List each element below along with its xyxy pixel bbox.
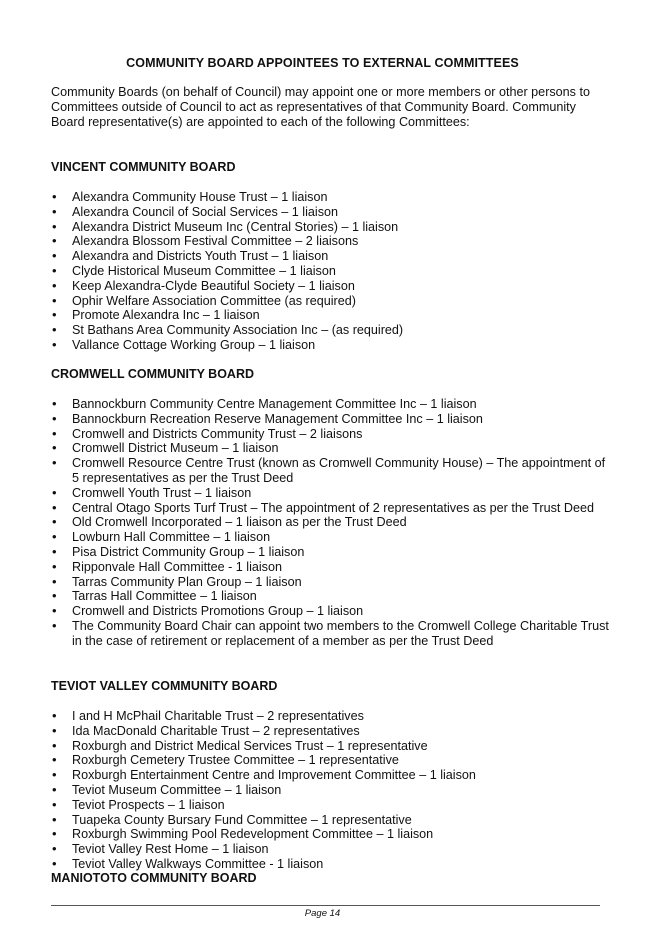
list-item: • Roxburgh and District Medical Services Trust – 1 representative xyxy=(51,739,611,754)
list-item: • Alexandra Council of Social Services – 1 liaison xyxy=(51,205,611,220)
list-item: • Bannockburn Recreation Reserve Management Committee Inc – 1 liaison xyxy=(51,412,611,427)
list-item: • Cromwell and Districts Community Trust – 2 liaisons xyxy=(51,427,611,442)
list-item: • Teviot Valley Walkways Committee - 1 liaison xyxy=(51,857,611,872)
cromwell-list xyxy=(51,397,611,649)
vincent-heading: VINCENT COMMUNITY BOARD xyxy=(51,160,236,174)
intro-paragraph: Community Boards (on behalf of Council) may appoint one or more members or other persons to Committees outside of Council to act as representatives of that Community Board. Community Board representative(s) are appointed to each of the following Committees: xyxy=(51,85,590,129)
list-item: • Roxburgh Swimming Pool Redevelopment Committee – 1 liaison xyxy=(51,827,611,842)
list-item: • St Bathans Area Community Association Inc – (as required) xyxy=(51,323,611,338)
list-item: • Alexandra District Museum Inc (Central Stories) – 1 liaison xyxy=(51,220,611,235)
list-item: • The Community Board Chair can appoint two members to the Cromwell College Charitable Trust in the case of retirement or replacement of a member as per the Trust Deed xyxy=(51,619,611,649)
list-item: • Teviot Valley Rest Home – 1 liaison xyxy=(51,842,611,857)
teviot-list xyxy=(51,709,611,872)
list-item: • Bannockburn Community Centre Management Committee Inc – 1 liaison xyxy=(51,397,611,412)
list-item: • Old Cromwell Incorporated – 1 liaison as per the Trust Deed xyxy=(51,515,611,530)
list-item: • Tuapeka County Bursary Fund Committee – 1 representative xyxy=(51,813,611,828)
list-item: • Teviot Museum Committee – 1 liaison xyxy=(51,783,611,798)
list-item: • Tarras Community Plan Group – 1 liaison xyxy=(51,575,611,590)
list-item: • Pisa District Community Group – 1 liaison xyxy=(51,545,611,560)
list-item: • Alexandra Community House Trust – 1 liaison xyxy=(51,190,611,205)
list-item: • Alexandra Blossom Festival Committee – 2 liaisons xyxy=(51,234,611,249)
list-item: • Ophir Welfare Association Committee (as required) xyxy=(51,294,611,309)
teviot-heading: TEVIOT VALLEY COMMUNITY BOARD xyxy=(51,679,278,693)
list-item: • Ripponvale Hall Committee - 1 liaison xyxy=(51,560,611,575)
list-item: • Cromwell District Museum – 1 liaison xyxy=(51,441,611,456)
list-item: • Roxburgh Entertainment Centre and Improvement Committee – 1 liaison xyxy=(51,768,611,783)
vincent-list xyxy=(51,190,611,353)
list-item: • Vallance Cottage Working Group – 1 liaison xyxy=(51,338,611,353)
list-item: • Cromwell and Districts Promotions Group – 1 liaison xyxy=(51,604,611,619)
list-item: • Teviot Prospects – 1 liaison xyxy=(51,798,611,813)
list-item: • Keep Alexandra-Clyde Beautiful Society – 1 liaison xyxy=(51,279,611,294)
list-item: • Clyde Historical Museum Committee – 1 liaison xyxy=(51,264,611,279)
maniototo-heading: MANIOTOTO COMMUNITY BOARD xyxy=(51,871,257,885)
list-item: • Promote Alexandra Inc – 1 liaison xyxy=(51,308,611,323)
list-item: • Lowburn Hall Committee – 1 liaison xyxy=(51,530,611,545)
footer-divider xyxy=(51,905,600,906)
document-title: COMMUNITY BOARD APPOINTEES TO EXTERNAL COMMITTEES xyxy=(126,56,519,70)
list-item: • Alexandra and Districts Youth Trust – 1 liaison xyxy=(51,249,611,264)
list-item: • Tarras Hall Committee – 1 liaison xyxy=(51,589,611,604)
list-item: • Cromwell Resource Centre Trust (known as Cromwell Community House) – The appointment of 5 representatives as per the Trust Deed xyxy=(51,456,611,486)
list-item: • Central Otago Sports Turf Trust – The appointment of 2 representatives as per the Trust Deed xyxy=(51,501,611,516)
list-item: • I and H McPhail Charitable Trust – 2 representatives xyxy=(51,709,611,724)
cromwell-heading: CROMWELL COMMUNITY BOARD xyxy=(51,367,254,381)
list-item: • Cromwell Youth Trust – 1 liaison xyxy=(51,486,611,501)
page-number: Page 14 xyxy=(304,908,341,919)
list-item: • Ida MacDonald Charitable Trust – 2 representatives xyxy=(51,724,611,739)
list-item: • Roxburgh Cemetery Trustee Committee – 1 representative xyxy=(51,753,611,768)
